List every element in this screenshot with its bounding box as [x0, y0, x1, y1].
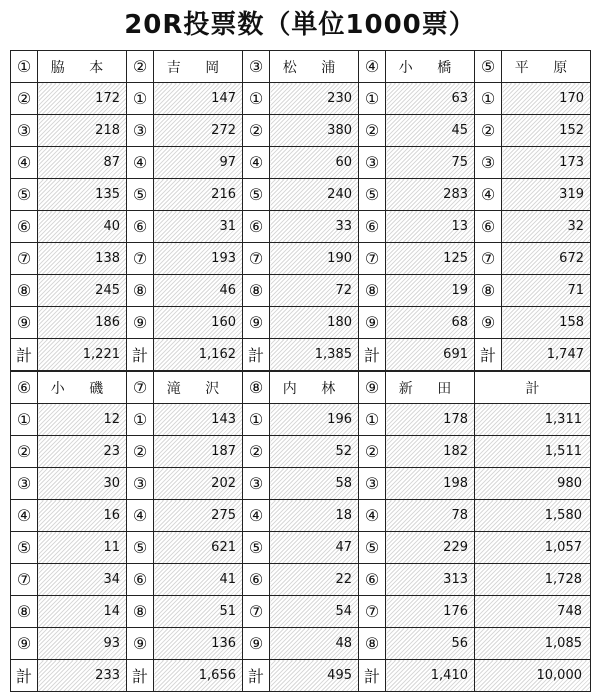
vote-count: 136 [154, 628, 243, 660]
vote-count: 180 [270, 307, 359, 339]
vote-count: 11 [38, 532, 127, 564]
partner-number: ② [127, 436, 154, 468]
vote-count: 46 [154, 275, 243, 307]
partner-number: ⑥ [11, 211, 38, 243]
vote-count: 48 [270, 628, 359, 660]
table-row [11, 436, 591, 468]
total-value: 1,221 [38, 339, 127, 372]
rider-number: ③ [243, 51, 270, 83]
vote-count: 13 [386, 211, 475, 243]
partner-number: ② [359, 115, 386, 147]
partner-number: ⑤ [127, 532, 154, 564]
vote-count: 22 [270, 564, 359, 596]
total-value: 1,385 [270, 339, 359, 372]
partner-number: ⑧ [243, 275, 270, 307]
vote-count: 319 [502, 179, 591, 211]
vote-count: 72 [270, 275, 359, 307]
partner-number: ① [359, 83, 386, 115]
partner-number: ⑨ [359, 307, 386, 339]
rider-name: 脇 本 [38, 51, 127, 83]
rider-name: 平 原 [502, 51, 591, 83]
vote-count: 152 [502, 115, 591, 147]
partner-number: ⑤ [243, 532, 270, 564]
partner-number: ⑨ [475, 307, 502, 339]
vote-count: 54 [270, 596, 359, 628]
partner-number: ③ [359, 147, 386, 179]
partner-number: ⑦ [359, 243, 386, 275]
rider-number: ⑨ [359, 371, 386, 404]
table-row [11, 179, 591, 211]
vote-count: 230 [270, 83, 359, 115]
partner-number: ⑧ [359, 628, 386, 660]
rider-number: ① [11, 51, 38, 83]
partner-number: ④ [11, 147, 38, 179]
total-label: 計 [243, 339, 270, 372]
partner-number: ⑤ [359, 179, 386, 211]
vote-count: 672 [502, 243, 591, 275]
rider-name: 内 林 [270, 371, 359, 404]
partner-number: ⑧ [127, 596, 154, 628]
rider-name: 吉 岡 [154, 51, 243, 83]
partner-number: ⑨ [127, 307, 154, 339]
table-row [11, 532, 591, 564]
table-header-row [11, 51, 591, 83]
partner-number: ③ [127, 468, 154, 500]
partner-number: ③ [127, 115, 154, 147]
partner-number: ④ [127, 500, 154, 532]
partner-number: ① [127, 404, 154, 436]
vote-count: 198 [386, 468, 475, 500]
vote-count: 202 [154, 468, 243, 500]
vote-count: 14 [38, 596, 127, 628]
partner-number: ⑥ [243, 211, 270, 243]
vote-count: 45 [386, 115, 475, 147]
partner-number: ① [243, 404, 270, 436]
grand-total: 10,000 [475, 660, 591, 692]
partner-number: ① [127, 83, 154, 115]
partner-number: ⑨ [243, 307, 270, 339]
vote-count: 30 [38, 468, 127, 500]
vote-table [10, 50, 591, 692]
total-value: 233 [38, 660, 127, 692]
vote-count: 31 [154, 211, 243, 243]
partner-number: ⑤ [243, 179, 270, 211]
vote-count: 176 [386, 596, 475, 628]
partner-number: ⑦ [475, 243, 502, 275]
vote-count: 60 [270, 147, 359, 179]
vote-count: 380 [270, 115, 359, 147]
vote-count: 160 [154, 307, 243, 339]
page-title: 20R投票数（単位1000票） [124, 10, 476, 40]
grand-total-header: 計 [475, 371, 591, 404]
table-row [11, 564, 591, 596]
partner-number: ⑧ [11, 275, 38, 307]
vote-count: 172 [38, 83, 127, 115]
total-value: 691 [386, 339, 475, 372]
vote-count: 52 [270, 436, 359, 468]
partner-number: ⑥ [359, 564, 386, 596]
vote-count: 143 [154, 404, 243, 436]
vote-count: 283 [386, 179, 475, 211]
vote-count: 68 [386, 307, 475, 339]
partner-number: ⑧ [359, 275, 386, 307]
vote-count: 56 [386, 628, 475, 660]
vote-count: 621 [154, 532, 243, 564]
partner-number: ③ [475, 147, 502, 179]
total-value: 495 [270, 660, 359, 692]
vote-count: 182 [386, 436, 475, 468]
partner-number: ② [243, 115, 270, 147]
total-label: 計 [127, 339, 154, 372]
total-label: 計 [243, 660, 270, 692]
total-label: 計 [475, 339, 502, 372]
combo-total: 748 [475, 596, 591, 628]
partner-number: ⑦ [11, 564, 38, 596]
vote-count: 240 [270, 179, 359, 211]
vote-count: 18 [270, 500, 359, 532]
table-row [11, 404, 591, 436]
vote-count: 47 [270, 532, 359, 564]
vote-count: 23 [38, 436, 127, 468]
vote-count: 186 [38, 307, 127, 339]
combo-total: 1,057 [475, 532, 591, 564]
partner-number: ⑥ [127, 211, 154, 243]
partner-number: ③ [11, 115, 38, 147]
partner-number: ② [11, 436, 38, 468]
partner-number: ④ [243, 147, 270, 179]
rider-name: 滝 沢 [154, 371, 243, 404]
vote-count: 87 [38, 147, 127, 179]
vote-count: 229 [386, 532, 475, 564]
total-value: 1,410 [386, 660, 475, 692]
rider-number: ⑧ [243, 371, 270, 404]
combo-total: 1,311 [475, 404, 591, 436]
total-label: 計 [127, 660, 154, 692]
partner-number: ① [359, 404, 386, 436]
table-row [11, 275, 591, 307]
partner-number: ⑨ [11, 628, 38, 660]
partner-number: ① [243, 83, 270, 115]
vote-count: 63 [386, 83, 475, 115]
partner-number: ④ [359, 500, 386, 532]
total-label: 計 [359, 660, 386, 692]
rider-name: 小 橋 [386, 51, 475, 83]
partner-number: ⑥ [243, 564, 270, 596]
partner-number: ⑤ [359, 532, 386, 564]
total-value: 1,162 [154, 339, 243, 372]
vote-count: 313 [386, 564, 475, 596]
total-label: 計 [11, 660, 38, 692]
table-row [11, 115, 591, 147]
table-row [11, 500, 591, 532]
total-value: 1,747 [502, 339, 591, 372]
table-row [11, 211, 591, 243]
partner-number: ⑨ [11, 307, 38, 339]
combo-total: 1,085 [475, 628, 591, 660]
partner-number: ③ [243, 468, 270, 500]
table-row [11, 468, 591, 500]
vote-count: 196 [270, 404, 359, 436]
vote-count: 41 [154, 564, 243, 596]
table-row [11, 596, 591, 628]
partner-number: ⑤ [11, 179, 38, 211]
partner-number: ④ [243, 500, 270, 532]
partner-number: ⑥ [359, 211, 386, 243]
total-label: 計 [11, 339, 38, 372]
rider-number: ② [127, 51, 154, 83]
rider-number: ⑥ [11, 371, 38, 404]
vote-count: 71 [502, 275, 591, 307]
partner-number: ③ [359, 468, 386, 500]
vote-count: 170 [502, 83, 591, 115]
partner-number: ⑨ [243, 628, 270, 660]
combo-total: 1,728 [475, 564, 591, 596]
vote-count: 193 [154, 243, 243, 275]
partner-number: ⑦ [243, 596, 270, 628]
vote-count: 135 [38, 179, 127, 211]
rider-number: ⑤ [475, 51, 502, 83]
rider-name: 新 田 [386, 371, 475, 404]
vote-count: 58 [270, 468, 359, 500]
partner-number: ⑨ [127, 628, 154, 660]
partner-number: ④ [475, 179, 502, 211]
vote-count: 40 [38, 211, 127, 243]
vote-count: 147 [154, 83, 243, 115]
partner-number: ① [11, 404, 38, 436]
total-row [11, 339, 591, 372]
partner-number: ④ [11, 500, 38, 532]
partner-number: ① [475, 83, 502, 115]
combo-total: 1,511 [475, 436, 591, 468]
vote-count: 138 [38, 243, 127, 275]
partner-number: ③ [11, 468, 38, 500]
vote-count: 16 [38, 500, 127, 532]
partner-number: ⑤ [127, 179, 154, 211]
vote-count: 272 [154, 115, 243, 147]
vote-count: 78 [386, 500, 475, 532]
table-header-row [11, 371, 591, 404]
vote-count: 158 [502, 307, 591, 339]
vote-count: 97 [154, 147, 243, 179]
partner-number: ⑥ [127, 564, 154, 596]
partner-number: ④ [127, 147, 154, 179]
partner-number: ⑦ [359, 596, 386, 628]
vote-count: 51 [154, 596, 243, 628]
partner-number: ⑤ [11, 532, 38, 564]
partner-number: ② [475, 115, 502, 147]
vote-count: 32 [502, 211, 591, 243]
vote-count: 93 [38, 628, 127, 660]
vote-count: 75 [386, 147, 475, 179]
partner-number: ⑦ [11, 243, 38, 275]
partner-number: ⑧ [127, 275, 154, 307]
vote-count: 19 [386, 275, 475, 307]
vote-count: 218 [38, 115, 127, 147]
rider-number: ④ [359, 51, 386, 83]
vote-count: 12 [38, 404, 127, 436]
partner-number: ⑧ [475, 275, 502, 307]
rider-name: 松 浦 [270, 51, 359, 83]
table-row [11, 83, 591, 115]
partner-number: ② [243, 436, 270, 468]
vote-count: 173 [502, 147, 591, 179]
combo-total: 980 [475, 468, 591, 500]
table-row [11, 307, 591, 339]
table-row [11, 243, 591, 275]
rider-name: 小 磯 [38, 371, 127, 404]
vote-count: 275 [154, 500, 243, 532]
partner-number: ② [359, 436, 386, 468]
total-label: 計 [359, 339, 386, 372]
table-row [11, 147, 591, 179]
partner-number: ⑦ [127, 243, 154, 275]
vote-count: 216 [154, 179, 243, 211]
combo-total: 1,580 [475, 500, 591, 532]
total-value: 1,656 [154, 660, 243, 692]
vote-count: 187 [154, 436, 243, 468]
partner-number: ⑦ [243, 243, 270, 275]
vote-count: 245 [38, 275, 127, 307]
partner-number: ⑧ [11, 596, 38, 628]
vote-count: 125 [386, 243, 475, 275]
rider-number: ⑦ [127, 371, 154, 404]
vote-count: 33 [270, 211, 359, 243]
vote-count: 34 [38, 564, 127, 596]
vote-count: 178 [386, 404, 475, 436]
table-row [11, 628, 591, 660]
partner-number: ② [11, 83, 38, 115]
total-row [11, 660, 591, 692]
partner-number: ⑥ [475, 211, 502, 243]
vote-count: 190 [270, 243, 359, 275]
